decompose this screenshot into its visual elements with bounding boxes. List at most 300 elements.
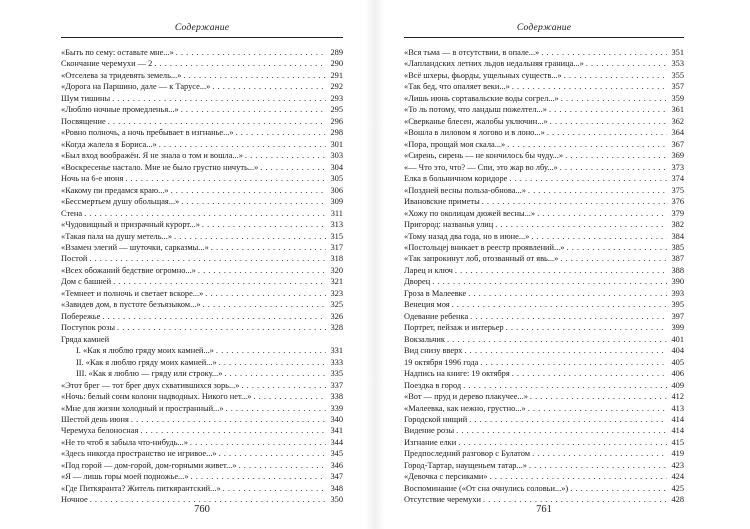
- toc-entry-title: Елка в больничном коридоре: [404, 174, 508, 184]
- toc-entry-page: 296: [330, 116, 343, 126]
- toc-entry-title: «Поздней весны польза-обнова...»: [404, 185, 526, 195]
- right-page: [375, 0, 750, 529]
- toc-entry-page: 361: [671, 105, 684, 115]
- toc-entry-page: 355: [671, 70, 684, 80]
- dot-leader: [181, 104, 326, 115]
- toc-entry-page: 379: [671, 208, 684, 218]
- toc-entry-page: 344: [330, 437, 343, 447]
- toc-entry: [61, 219, 343, 230]
- toc-entry-page: 289: [330, 48, 343, 57]
- toc-entry-page: 351: [671, 48, 684, 57]
- toc-entry-title: Черемуха белоносная: [61, 426, 139, 436]
- toc-entry: [61, 139, 343, 150]
- toc-entry-title: Ночь на 6-е июня: [61, 174, 124, 184]
- toc-entry-title: Ивановские приметы: [404, 197, 480, 207]
- dot-leader: [512, 81, 667, 92]
- dot-leader: [480, 357, 667, 368]
- page-number: 761: [536, 504, 552, 515]
- toc-entry: [404, 70, 684, 81]
- dot-leader: [528, 403, 667, 414]
- toc-entry-title: Ларец и ключ: [404, 265, 453, 275]
- toc-entry-title: «Вся тьма — в отсутствии, в опале...»: [404, 48, 540, 57]
- toc-entry: [404, 391, 684, 402]
- toc-entry-title: Венеция моя: [404, 300, 450, 310]
- dot-leader: [529, 460, 667, 471]
- toc-entry-title: Отсутствие черемухи: [404, 495, 481, 505]
- toc-entry-page: 419: [671, 449, 684, 459]
- toc-entry-title: Шестой день июня: [61, 415, 129, 424]
- toc-entry-page: 390: [671, 277, 684, 287]
- toc-entry: [404, 471, 684, 482]
- toc-entry-page: 425: [671, 483, 684, 493]
- dot-leader: [260, 162, 326, 173]
- toc-entry-page: 374: [671, 174, 684, 184]
- toc-entry-page: 412: [671, 392, 684, 402]
- toc-entry-page: 414: [671, 415, 684, 424]
- dot-leader: [154, 58, 326, 69]
- toc-entry-title: Постой: [61, 254, 88, 264]
- toc-entry: [61, 357, 343, 368]
- toc-entry: [404, 231, 684, 242]
- toc-entry: [61, 173, 343, 184]
- dot-leader: [219, 448, 326, 459]
- toc-entry-title: «Темнеет и полночь и светает вскоре...»: [61, 288, 204, 298]
- toc-entry-title: «Вошла в лиловом я логово и в лоно...»: [404, 128, 545, 138]
- toc-entry: [61, 288, 343, 299]
- dot-leader: [458, 437, 667, 448]
- toc-entry: [61, 460, 343, 471]
- toc-entry: [404, 448, 684, 459]
- toc-entry-title: Ночное: [61, 495, 88, 505]
- dot-leader: [183, 70, 326, 81]
- toc-entry-title: Посвящение: [61, 116, 106, 126]
- toc-entry-page: 428: [671, 495, 684, 505]
- toc-entry-title: I. «Как я люблю гряду моих камней...»: [76, 346, 214, 356]
- toc-entry: [61, 93, 343, 104]
- toc-entry-title: «Завидев дом, в пустоте безъязыком...»: [61, 300, 201, 310]
- toc-entry: [404, 93, 684, 104]
- toc-entry: [404, 139, 684, 150]
- toc-entry-page: 405: [671, 357, 684, 367]
- toc-entry: [61, 334, 343, 345]
- toc-entry-page: 320: [330, 265, 343, 275]
- toc-entry: [404, 58, 684, 69]
- dot-leader: [113, 276, 326, 287]
- toc-entry-title: Стена: [61, 208, 83, 218]
- toc-entry-title: Воспоминание («От сна очнулись соловьи...»): [404, 483, 569, 493]
- toc-entry-page: 341: [330, 426, 343, 436]
- dot-leader: [245, 150, 326, 161]
- dot-leader: [532, 448, 667, 459]
- dot-leader: [205, 288, 326, 299]
- toc-entry-title: «Мне для жизни холодный и пространный...»: [61, 403, 224, 413]
- toc-entry-page: 323: [330, 288, 343, 298]
- toc-entry: [61, 127, 343, 138]
- toc-entry-title: Предпоследний разговор с Булатом: [404, 449, 531, 459]
- toc-entry: [61, 208, 343, 219]
- toc-entry: [404, 81, 684, 92]
- toc-entry-page: 293: [330, 93, 343, 103]
- toc-entry: [404, 162, 684, 173]
- toc-entry-page: 369: [671, 151, 684, 161]
- toc-entry-page: 331: [330, 346, 343, 356]
- toc-entry: [404, 322, 684, 333]
- toc-entry-page: 338: [330, 392, 343, 402]
- dot-leader: [176, 47, 326, 58]
- toc-entry: [61, 276, 343, 287]
- toc-entry-title: «Сирень, сирень — не кончилось бы чуду...»: [404, 151, 564, 161]
- toc-entry-page: 409: [671, 380, 684, 390]
- toc-entry-page: 393: [671, 288, 684, 298]
- toc-entry-title: Пригород: названья улиц: [404, 220, 494, 230]
- toc-entry-title: «Какому пи предамся краю...»: [61, 185, 169, 195]
- toc-entry: [61, 345, 343, 356]
- toc-entry: [61, 322, 343, 333]
- dot-leader: [464, 345, 667, 356]
- toc-entry-title: «Тому назад два года, но в июне...»: [404, 231, 530, 241]
- page-number: 760: [194, 504, 210, 515]
- dot-leader: [531, 231, 667, 242]
- running-header: Содержание: [61, 0, 343, 38]
- toc-entry-page: 291: [330, 70, 343, 80]
- toc-entry-page: 337: [330, 380, 343, 390]
- toc-entry-page: 413: [671, 403, 684, 413]
- toc-entry-page: 367: [671, 139, 684, 149]
- toc-entry-title: «Под горой — дом-горой, дом-горными живет...»: [61, 460, 237, 470]
- toc-entry-page: 339: [330, 403, 343, 413]
- toc-entry-title: Дворец: [404, 277, 431, 287]
- toc-entry: [61, 253, 343, 264]
- dot-leader: [174, 231, 326, 242]
- toc-entry-page: 321: [330, 277, 343, 287]
- toc-entry: [404, 425, 684, 436]
- toc-entry-title: «Быть по сему: оставьте мне...»: [61, 48, 174, 57]
- toc-entry-title: Городской нищий: [404, 415, 468, 424]
- dot-leader: [112, 93, 326, 104]
- dot-leader: [239, 460, 326, 471]
- dot-leader: [490, 471, 667, 482]
- dot-leader: [586, 58, 667, 69]
- toc-entry-page: 375: [671, 185, 684, 195]
- toc-entry-page: 414: [671, 426, 684, 436]
- dot-leader: [528, 185, 667, 196]
- dot-leader: [495, 219, 667, 230]
- toc-entry-page: 415: [671, 437, 684, 447]
- toc-entry-title: III. «Как я люблю — гряду или строку...»: [76, 369, 223, 379]
- toc-entry-title: «— Что это, что? — Спи, это жар во лбу...»: [404, 162, 558, 172]
- toc-entry-page: 292: [330, 82, 343, 92]
- toc-entry-title: «Здесь никогда пространство не игривое...»: [61, 449, 217, 459]
- toc-entry-title: «Ночь: белый сонм колонн надводных. Никого нет...»: [61, 392, 252, 402]
- toc-entry: [404, 414, 684, 425]
- dot-leader: [530, 391, 667, 402]
- toc-entry-title: «Пора, прощай моя скала...»: [404, 139, 506, 149]
- dot-leader: [470, 311, 667, 322]
- dot-leader: [219, 357, 326, 368]
- toc-entry-page: 311: [330, 208, 343, 218]
- toc-entry: [61, 231, 343, 242]
- dot-leader: [541, 47, 667, 58]
- dot-leader: [226, 403, 326, 414]
- toc-entry-title: «Был вход воображён. Я не знала о том и вошла...»: [61, 151, 243, 161]
- dot-leader: [564, 70, 667, 81]
- toc-entry-title: «Всех обожаний бедствие огромно...»: [61, 265, 196, 275]
- dot-leader: [550, 116, 667, 127]
- toc-entry: [61, 162, 343, 173]
- dot-leader: [469, 414, 667, 425]
- toc-entry-title: Шум тишины: [61, 93, 111, 103]
- toc-entry-title: «Воскресенье настало. Мне не было грустно ничуть...»: [61, 162, 259, 172]
- toc-entry-title: «Люблю ночные промедленья...»: [61, 105, 179, 115]
- toc-entry: [61, 185, 343, 196]
- toc-entry: [61, 299, 343, 310]
- dot-leader: [159, 139, 326, 150]
- toc-entry-page: 353: [671, 59, 684, 69]
- toc-entry-title: «Дорога на Паршино, дале — к Тарусе...»: [61, 82, 211, 92]
- toc-entry-title: Вокзальчик: [404, 334, 445, 344]
- toc-entry-page: 359: [671, 93, 684, 103]
- toc-entry-page: 364: [671, 128, 684, 138]
- dot-leader: [203, 299, 326, 310]
- dot-leader: [537, 208, 667, 219]
- toc-entry-page: 376: [671, 197, 684, 207]
- toc-entry-page: 424: [671, 472, 684, 482]
- dot-leader: [108, 116, 326, 127]
- toc-entry-title: «Так бед, что опаляет веки...»: [404, 82, 510, 92]
- toc-entry-title: «Где Питкяранта? Житель питкярантский...»: [61, 483, 221, 493]
- toc-entry-title: «Такая пала на душу метель...»: [61, 231, 173, 241]
- toc-entry-title: «Вот — пруд и дерево плакучее...»: [404, 392, 528, 402]
- toc-entry-page: 384: [671, 231, 684, 241]
- toc-entry-title: «Бессмертьем душу обольщая...»: [61, 197, 180, 207]
- toc-entry-title: «Девочка с персиками»: [404, 472, 488, 482]
- dot-leader: [89, 253, 326, 264]
- toc-entry-page: 315: [330, 231, 343, 241]
- dot-leader: [117, 322, 326, 333]
- dot-leader: [125, 173, 326, 184]
- toc-entry: [61, 414, 343, 425]
- dot-leader: [211, 242, 326, 253]
- dot-leader: [455, 265, 667, 276]
- toc-entry-page: 335: [330, 369, 343, 379]
- dot-leader: [171, 185, 326, 196]
- toc-entry-page: 362: [671, 116, 684, 126]
- dot-leader: [567, 242, 668, 253]
- toc-entry-title: 19 октября 1996 года: [404, 357, 479, 367]
- toc-entry-title: «Лапландских летних льдов недальняя граница...»: [404, 59, 584, 69]
- toc-entry-page: 290: [330, 59, 343, 69]
- dot-leader: [547, 127, 667, 138]
- dot-leader: [561, 93, 667, 104]
- toc-entry-page: 305: [330, 174, 343, 184]
- toc-entry: [61, 437, 343, 448]
- toc-entry: [61, 104, 343, 115]
- toc-entry-page: 303: [330, 151, 343, 161]
- dot-leader: [549, 104, 667, 115]
- toc-entry-page: 317: [330, 242, 343, 252]
- toc-entry-page: 406: [671, 369, 684, 379]
- toc-entry: [404, 208, 684, 219]
- toc-entry-page: 328: [330, 323, 343, 333]
- toc-entry-title: «Когда жалела я Бориса...»: [61, 139, 157, 149]
- dot-leader: [216, 345, 326, 356]
- toc-entry: [404, 357, 684, 368]
- toc-entry: [404, 196, 684, 207]
- toc-list: [61, 47, 343, 506]
- toc-entry-page: 397: [671, 311, 684, 321]
- toc-entry: [61, 265, 343, 276]
- toc-entry: [404, 368, 684, 379]
- toc-entry: [404, 47, 684, 58]
- dot-leader: [565, 150, 667, 161]
- toc-entry-title: «Так запрокинут лоб, отозванный от явь...»: [404, 254, 559, 264]
- toc-entry-page: 346: [330, 460, 343, 470]
- toc-entry: [404, 173, 684, 184]
- toc-entry: [404, 265, 684, 276]
- dot-leader: [191, 471, 326, 482]
- toc-entry-title: Дом с башней: [61, 277, 112, 287]
- toc-entry-page: 313: [330, 220, 343, 230]
- dot-leader: [482, 196, 667, 207]
- toc-entry-page: 318: [330, 254, 343, 264]
- toc-entry-page: 357: [671, 82, 684, 92]
- toc-entry-title: Видение розы: [404, 426, 455, 436]
- toc-entry: [61, 81, 343, 92]
- toc-entry: [61, 380, 343, 391]
- toc-entry: [61, 391, 343, 402]
- toc-entry-page: 301: [330, 139, 343, 149]
- dot-leader: [84, 208, 326, 219]
- toc-entry-page: 348: [330, 483, 343, 493]
- dot-leader: [241, 380, 326, 391]
- dot-leader: [560, 253, 667, 264]
- toc-entry: [404, 150, 684, 161]
- dot-leader: [509, 173, 667, 184]
- dot-leader: [253, 391, 326, 402]
- toc-entry-page: 333: [330, 357, 343, 367]
- toc-entry-title: «Сверканье блесен, жалобы уключин...»: [404, 116, 548, 126]
- toc-entry: [61, 471, 343, 482]
- toc-entry: [404, 311, 684, 322]
- toc-entry-title: Город-Тартар, наущеньем татар...»: [404, 460, 527, 470]
- toc-entry: [404, 253, 684, 264]
- dot-leader: [224, 368, 326, 379]
- toc-entry-title: «Лишь июнь сортавальские воды согрел...»: [404, 93, 559, 103]
- toc-entry-title: «Отселева за тридевять земель...»: [61, 70, 182, 80]
- dot-leader: [507, 139, 667, 150]
- toc-entry-page: 387: [671, 254, 684, 264]
- toc-entry-page: 401: [671, 334, 684, 344]
- toc-entry-page: 350: [330, 495, 343, 505]
- toc-entry-title: Скончание черемухи — 2: [61, 59, 153, 69]
- toc-entry: [404, 288, 684, 299]
- toc-entry: [61, 311, 343, 322]
- dot-leader: [570, 483, 667, 494]
- toc-entry-page: 309: [330, 197, 343, 207]
- dot-leader: [468, 288, 667, 299]
- toc-entry-page: 382: [671, 220, 684, 230]
- toc-entry-page: 326: [330, 311, 343, 321]
- toc-entry: [61, 196, 343, 207]
- toc-entry: [404, 380, 684, 391]
- toc-entry-title: Гроза в Малеевке: [404, 288, 467, 298]
- toc-entry: [61, 483, 343, 494]
- toc-entry-title: Вид снизу вверх: [404, 346, 463, 356]
- dot-leader: [131, 414, 326, 425]
- toc-entry-title: Изгнание елки: [404, 437, 457, 447]
- toc-entry-title: «Всё шхеры, фьорды, ущельных существ...»: [404, 70, 562, 80]
- toc-entry-title: Побережье: [61, 311, 101, 321]
- toc-entry: [404, 460, 684, 471]
- toc-entry-page: 388: [671, 265, 684, 275]
- toc-entry-title: «Взамен элегий — шуточки, сарказмы...»: [61, 242, 209, 252]
- toc-entry-title: «Хожу по околицам дюжей весны...»: [404, 208, 536, 218]
- toc-entry-title: «Чудовищный и призрачный курорт...»: [61, 220, 200, 230]
- toc-entry-page: 306: [330, 185, 343, 195]
- dot-leader: [447, 334, 667, 345]
- dot-leader: [236, 127, 326, 138]
- dot-leader: [512, 368, 667, 379]
- toc-entry-title: Гряда камней: [61, 334, 110, 344]
- toc-entry-page: 395: [671, 300, 684, 310]
- toc-entry-title: «Я — лишь горы моей подножье...»: [61, 472, 189, 482]
- toc-entry-title: «Постольцеj вникает в реестр проявлений...»: [404, 242, 565, 252]
- toc-entry-page: 340: [330, 415, 343, 424]
- toc-entry: [61, 70, 343, 81]
- toc-entry: [404, 242, 684, 253]
- toc-entry: [61, 448, 343, 459]
- toc-entry-title: Поступок розы: [61, 323, 116, 333]
- toc-entry-title: «То ль потому, что ландыш пожелтел...»: [404, 105, 547, 115]
- toc-entry: [61, 425, 343, 436]
- running-header: Содержание: [404, 0, 684, 38]
- toc-entry-page: 373: [671, 162, 684, 172]
- toc-entry-title: Надпись на книге: 19 октября: [404, 369, 510, 379]
- toc-entry: [404, 104, 684, 115]
- toc-entry: [404, 127, 684, 138]
- toc-entry-title: «Ровно полночь, а ночь пребывает в изгнанье...»: [61, 128, 234, 138]
- dot-leader: [198, 265, 326, 276]
- toc-entry: [404, 299, 684, 310]
- dot-leader: [463, 380, 667, 391]
- toc-entry: [404, 345, 684, 356]
- dot-leader: [223, 483, 326, 494]
- toc-entry: [61, 58, 343, 69]
- toc-entry-title: Одевание ребенка: [404, 311, 469, 321]
- toc-entry: [61, 116, 343, 127]
- toc-entry: [61, 150, 343, 161]
- toc-entry-title: II. «Как я люблю гряду моих камней...»: [76, 357, 217, 367]
- toc-entry: [61, 368, 343, 379]
- toc-entry-page: 404: [671, 346, 684, 356]
- toc-entry: [61, 47, 343, 58]
- toc-entry: [404, 185, 684, 196]
- dot-leader: [560, 162, 667, 173]
- toc-entry: [61, 242, 343, 253]
- toc-entry-page: 325: [330, 300, 343, 310]
- toc-entry-title: Поездка в город: [404, 380, 462, 390]
- toc-entry-page: 295: [330, 105, 343, 115]
- toc-list: [404, 47, 684, 506]
- dot-leader: [212, 81, 326, 92]
- dot-leader: [190, 437, 326, 448]
- toc-entry-page: 347: [330, 472, 343, 482]
- toc-entry: [61, 403, 343, 414]
- toc-entry: [404, 483, 684, 494]
- toc-entry-page: 345: [330, 449, 343, 459]
- dot-leader: [202, 219, 326, 230]
- toc-entry-page: 399: [671, 323, 684, 333]
